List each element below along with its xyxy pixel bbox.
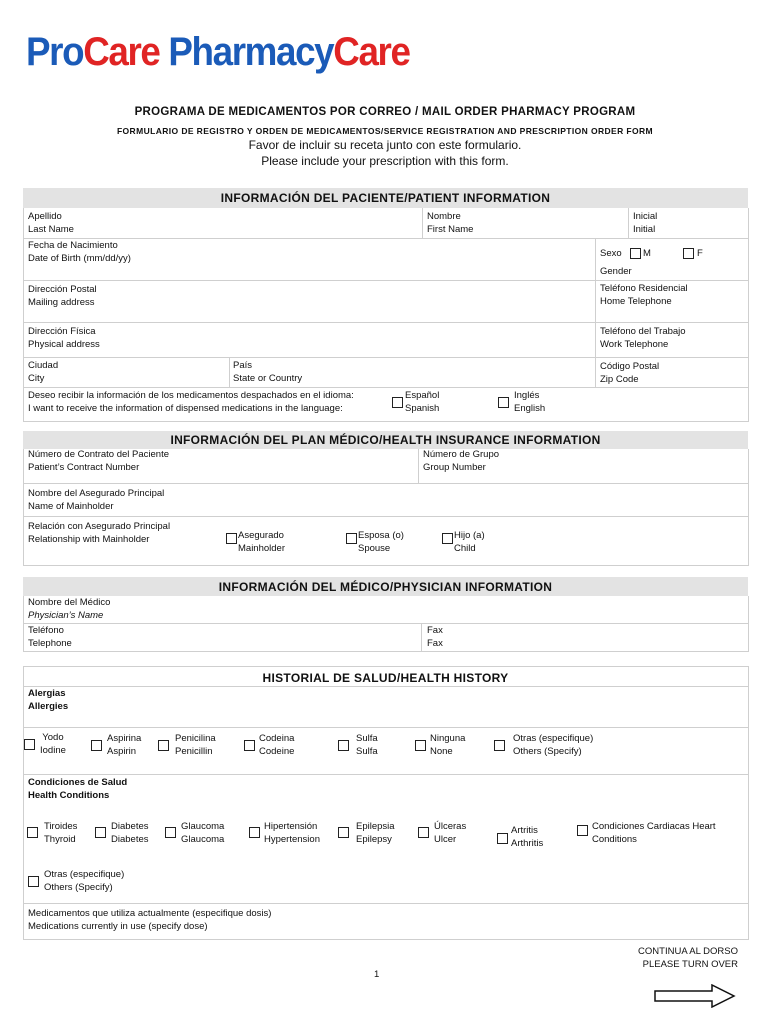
mainholder-option-es: Asegurado xyxy=(238,530,284,541)
divider xyxy=(23,357,748,358)
condition-other-label-en: Others (Specify) xyxy=(44,881,113,893)
condition-label-en: Conditions xyxy=(592,833,637,845)
work-phone-label-en: Work Telephone xyxy=(600,338,669,350)
contract-number-field[interactable] xyxy=(28,449,169,474)
mainholder-option-en: Mainholder xyxy=(238,542,285,554)
allergy-iodine-checkbox[interactable] xyxy=(24,739,35,750)
allergies-heading xyxy=(28,688,68,713)
condition-label-es: Hipertensión xyxy=(264,821,318,832)
allergy-label-es: Otras (especifique) xyxy=(513,733,594,744)
initial-label-en: Initial xyxy=(633,223,656,235)
continue-note-en: PLEASE TURN OVER xyxy=(642,958,738,970)
sex-f-label: F xyxy=(697,248,703,259)
state-label-en: State or Country xyxy=(233,372,303,384)
allergy-label-en: Codeine xyxy=(259,745,295,757)
divider xyxy=(23,238,748,239)
logo-text-pro: Pro xyxy=(26,30,84,74)
dob-label-en: Date of Birth (mm/dd/yy) xyxy=(28,252,131,264)
form-subtitle: FORMULARIO DE REGISTRO Y ORDEN DE MEDICAMENTOS/SERVICE REGISTRATION AND PRESCRIPTION ORDER FORM xyxy=(116,126,654,136)
gender-label: Gender xyxy=(600,266,632,277)
continue-note xyxy=(560,946,738,971)
condition-thyroid-checkbox[interactable] xyxy=(27,827,38,838)
physical-label-en: Physical address xyxy=(28,338,100,350)
sex-f-checkbox[interactable] xyxy=(683,248,694,259)
condition-diabetes-label xyxy=(111,821,149,846)
relationship-label xyxy=(28,521,170,546)
allergy-none-label xyxy=(430,733,465,758)
conditions-heading xyxy=(28,777,127,802)
divider xyxy=(23,322,748,323)
condition-other-label-es: Otras (especifique) xyxy=(44,869,125,880)
allergy-label-en: Sulfa xyxy=(356,745,378,757)
condition-label-en: Epilepsy xyxy=(356,833,392,845)
child-option-es: Hijo (a) xyxy=(454,530,485,541)
work-phone-label-es: Teléfono del Trabajo xyxy=(600,326,686,337)
mailing-label-en: Mailing address xyxy=(28,296,95,308)
allergy-label-es: Yodo xyxy=(42,732,64,743)
zip-label-en: Zip Code xyxy=(600,373,639,385)
condition-glaucoma-label xyxy=(181,821,224,846)
divider xyxy=(421,623,422,651)
condition-arthritis-label xyxy=(511,825,543,850)
condition-arthritis-checkbox[interactable] xyxy=(497,833,508,844)
initial-label-es: Inicial xyxy=(633,211,658,222)
condition-label-en: Glaucoma xyxy=(181,833,225,845)
condition-label-es: Úlceras xyxy=(434,821,467,832)
divider xyxy=(23,387,748,388)
physical-label-es: Dirección Física xyxy=(28,326,96,337)
allergy-iodine-label xyxy=(40,732,66,757)
history-section-title: HISTORIAL DE SALUD/HEALTH HISTORY xyxy=(262,671,509,685)
condition-other-label xyxy=(44,869,124,894)
contract-label-en: Patient’s Contract Number xyxy=(28,461,140,473)
divider xyxy=(418,449,419,483)
divider xyxy=(229,357,230,387)
history-section-box xyxy=(23,666,749,940)
spanish-checkbox[interactable] xyxy=(392,397,403,408)
condition-label-es: Epilepsia xyxy=(356,821,395,832)
mainholder-label-en: Name of Mainholder xyxy=(28,500,114,512)
condition-label-en: Thyroid xyxy=(44,833,76,845)
dob-label-es: Fecha de Nacimiento xyxy=(28,240,118,251)
condition-epilepsy-checkbox[interactable] xyxy=(338,827,349,838)
medications-label-en: Medications currently in use (specify dose) xyxy=(28,920,208,932)
zip-field[interactable] xyxy=(600,361,659,386)
physician-name-label-es: Nombre del Médico xyxy=(28,597,111,608)
group-label-es: Número de Grupo xyxy=(423,449,500,460)
physician-fax-label-en: Fax xyxy=(427,637,443,649)
physician-section-box xyxy=(23,596,749,652)
spanish-label-en: Spanish xyxy=(405,402,440,414)
physician-phone-field[interactable] xyxy=(28,625,72,650)
patient-section-title: INFORMACIÓN DEL PACIENTE/PATIENT INFORMATION xyxy=(220,191,551,205)
allergy-label-es: Aspirina xyxy=(107,733,142,744)
logo-text-pharmacy: Pharmacy xyxy=(159,30,334,74)
conditions-heading-en: Health Conditions xyxy=(28,789,110,801)
mainholder-label-es: Nombre del Asegurado Principal xyxy=(28,488,165,499)
prescription-note-en: Please include your prescription with this form. xyxy=(261,154,509,168)
physician-fax-label-es: Fax xyxy=(427,625,443,636)
condition-diabetes-checkbox[interactable] xyxy=(95,827,106,838)
dob-field[interactable] xyxy=(28,240,131,265)
sex-m-checkbox[interactable] xyxy=(630,248,641,259)
condition-label-es: Artritis xyxy=(511,825,538,836)
condition-other-checkbox[interactable] xyxy=(28,876,39,887)
allergy-label-es: Sulfa xyxy=(356,733,378,744)
spouse-option-en: Spouse xyxy=(358,542,391,554)
english-label-es: Inglés xyxy=(514,390,540,401)
medications-label-es: Medicamentos que utiliza actualmente (especifique dosis) xyxy=(28,908,272,919)
physician-name-field[interactable] xyxy=(28,597,110,622)
condition-label-es: Tiroides xyxy=(44,821,78,832)
divider xyxy=(23,516,748,517)
divider xyxy=(595,238,596,388)
divider xyxy=(23,686,748,687)
language-question xyxy=(28,390,354,415)
divider xyxy=(628,208,629,238)
physician-name-label-en: Physician’s Name xyxy=(28,609,104,621)
allergy-sulfa-label xyxy=(356,733,378,758)
relationship-label-en: Relationship with Mainholder xyxy=(28,533,150,545)
language-question-en: I want to receive the information of dispensed medications in the language: xyxy=(28,402,343,414)
condition-ulcer-checkbox[interactable] xyxy=(418,827,429,838)
child-checkbox[interactable] xyxy=(442,533,453,544)
condition-label-en: Diabetes xyxy=(111,833,149,845)
relationship-label-es: Relación con Asegurado Principal xyxy=(28,521,171,532)
page-number: 1 xyxy=(374,969,380,980)
allergy-label-en: Others (Specify) xyxy=(513,745,582,757)
mainholder-checkbox[interactable] xyxy=(226,533,237,544)
spanish-label xyxy=(405,390,439,415)
allergy-codeine-checkbox[interactable] xyxy=(244,740,255,751)
allergy-aspirin-checkbox[interactable] xyxy=(91,740,102,751)
child-option-en: Child xyxy=(454,542,476,554)
condition-hypertension-label xyxy=(264,821,320,846)
form-title: PROGRAMA DE MEDICAMENTOS POR CORREO / MAIL ORDER PHARMACY PROGRAM xyxy=(134,106,636,118)
divider xyxy=(23,623,748,624)
divider xyxy=(23,483,748,484)
group-label-en: Group Number xyxy=(423,461,486,473)
english-label xyxy=(514,390,545,415)
divider xyxy=(23,903,748,904)
divider xyxy=(422,208,423,238)
insurance-section-title: INFORMACIÓN DEL PLAN MÉDICO/HEALTH INSURANCE INFORMATION xyxy=(170,433,601,447)
procare-logo xyxy=(26,30,410,75)
last-name-label-en: Last Name xyxy=(28,223,74,235)
zip-label-es: Código Postal xyxy=(600,361,660,372)
allergy-codeine-label xyxy=(259,733,294,758)
spouse-checkbox[interactable] xyxy=(346,533,357,544)
condition-epilepsy-label xyxy=(356,821,395,846)
prescription-note-es: Favor de incluir su receta junto con este formulario. xyxy=(248,138,522,152)
physician-section-title: INFORMACIÓN DEL MÉDICO/PHYSICIAN INFORMATION xyxy=(218,580,553,594)
continue-note-es: CONTINUA AL DORSO xyxy=(638,946,738,957)
city-label-es: Ciudad xyxy=(28,360,59,371)
contract-label-es: Número de Contrato del Paciente xyxy=(28,449,169,460)
group-number-field[interactable] xyxy=(423,449,499,474)
condition-label-en: Arthritis xyxy=(511,837,544,849)
state-label-es: País xyxy=(233,360,253,371)
logo-text-care: Care xyxy=(83,30,160,74)
first-name-field[interactable] xyxy=(427,211,473,236)
allergy-other-checkbox[interactable] xyxy=(494,740,505,751)
allergy-sulfa-checkbox[interactable] xyxy=(338,740,349,751)
allergy-aspirin-label xyxy=(107,733,141,758)
first-name-label-en: First Name xyxy=(427,223,474,235)
home-phone-label-es: Teléfono Residencial xyxy=(600,283,688,294)
allergy-label-en: Aspirin xyxy=(107,745,137,757)
condition-heart-checkbox[interactable] xyxy=(577,825,588,836)
physician-fax-field[interactable] xyxy=(427,625,443,650)
mailing-address-field[interactable] xyxy=(28,284,97,309)
allergy-penicillin-label xyxy=(175,733,216,758)
condition-label-es: Condiciones Cardiacas Heart xyxy=(592,821,716,832)
sex-label: Sexo xyxy=(600,248,622,259)
condition-label-en: Ulcer xyxy=(434,833,457,845)
first-name-label-es: Nombre xyxy=(427,211,461,222)
last-name-field[interactable] xyxy=(28,211,74,236)
physician-phone-label-en: Telephone xyxy=(28,637,72,649)
conditions-heading-es: Condiciones de Salud xyxy=(28,777,128,788)
spouse-option-label xyxy=(358,530,404,555)
condition-ulcer-label xyxy=(434,821,466,846)
mainholder-name-field[interactable] xyxy=(28,488,164,513)
home-phone-label-en: Home Telephone xyxy=(600,295,672,307)
arrow-right-icon xyxy=(654,984,736,1008)
allergies-heading-es: Alergias xyxy=(28,688,66,699)
condition-thyroid-label xyxy=(44,821,77,846)
city-field[interactable] xyxy=(28,360,58,385)
spanish-label-es: Español xyxy=(405,390,440,401)
allergy-label-en: Penicillin xyxy=(175,745,213,757)
divider xyxy=(23,727,748,728)
mailing-label-es: Dirección Postal xyxy=(28,284,97,295)
physical-address-field[interactable] xyxy=(28,326,100,351)
allergy-label-en: Iodine xyxy=(40,744,66,756)
city-label-en: City xyxy=(28,372,45,384)
english-checkbox[interactable] xyxy=(498,397,509,408)
home-phone-field[interactable] xyxy=(600,283,688,308)
mainholder-option-label xyxy=(238,530,285,555)
condition-hypertension-checkbox[interactable] xyxy=(249,827,260,838)
language-question-es: Deseo recibir la información de los medicamentos despachados en el idioma: xyxy=(28,390,354,401)
allergy-other-label xyxy=(513,733,593,758)
divider xyxy=(23,774,748,775)
allergy-label-en: None xyxy=(430,745,453,757)
divider xyxy=(23,280,748,281)
logo-text-care-2: Care xyxy=(333,30,410,74)
spouse-option-es: Esposa (o) xyxy=(358,530,404,541)
sex-m-label: M xyxy=(643,248,651,259)
allergies-heading-en: Allergies xyxy=(28,700,69,712)
condition-label-en: Hypertension xyxy=(264,833,320,845)
english-label-en: English xyxy=(514,402,546,414)
allergy-label-es: Ninguna xyxy=(430,733,466,744)
allergy-label-es: Codeina xyxy=(259,733,295,744)
condition-glaucoma-checkbox[interactable] xyxy=(165,827,176,838)
work-phone-field[interactable] xyxy=(600,326,686,351)
physician-phone-label-es: Teléfono xyxy=(28,625,64,636)
condition-heart-label xyxy=(592,821,716,846)
child-option-label xyxy=(454,530,485,555)
allergy-label-es: Penicilina xyxy=(175,733,216,744)
initial-field[interactable] xyxy=(633,211,657,236)
allergy-none-checkbox[interactable] xyxy=(415,740,426,751)
condition-label-es: Diabetes xyxy=(111,821,149,832)
last-name-label-es: Apellido xyxy=(28,211,62,222)
allergy-penicillin-checkbox[interactable] xyxy=(158,740,169,751)
condition-label-es: Glaucoma xyxy=(181,821,225,832)
state-field[interactable] xyxy=(233,360,302,385)
current-medications-field[interactable] xyxy=(28,908,271,933)
